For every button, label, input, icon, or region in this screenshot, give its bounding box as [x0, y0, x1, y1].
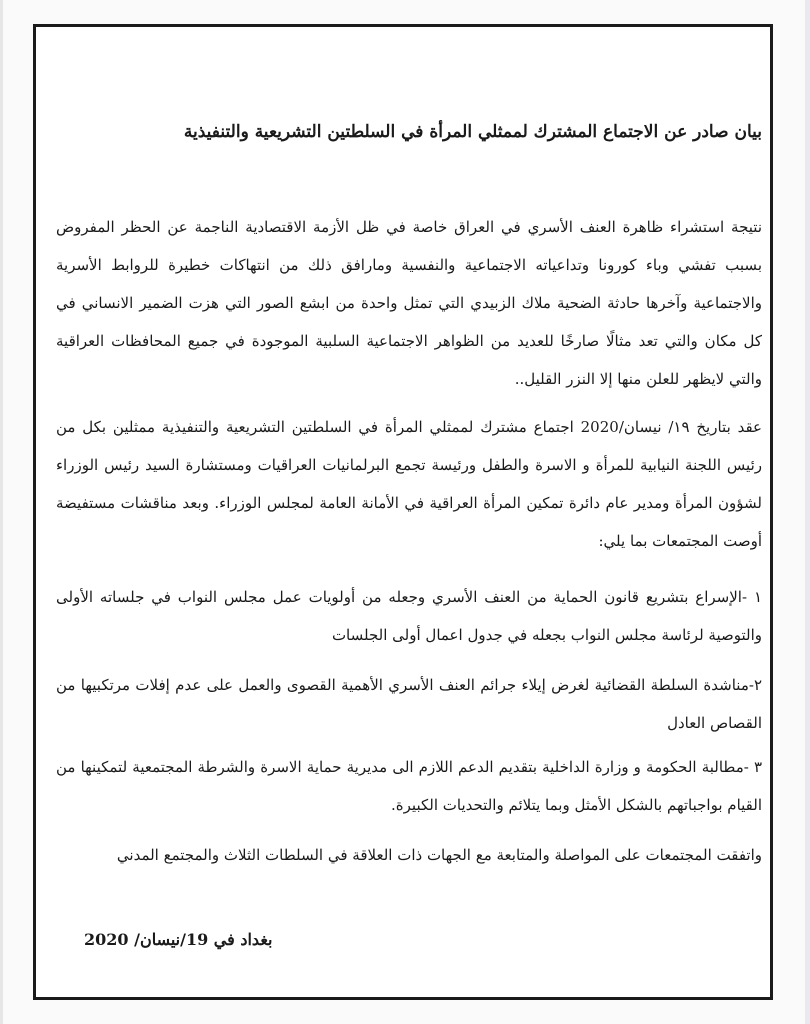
recommendation-1: ١ -الإسراع بتشريع قانون الحماية من العنف الأسري وجعله من أولويات عمل مجلس النواب في جلساته الأولى والتوصية لرئاسة مجلس النواب بجعله في جدول اعمال أولى الجلسات	[56, 588, 762, 644]
paragraph-intro: نتيجة استشراء ظاهرة العنف الأسري في العراق خاصة في ظل الأزمة الاقتصادية الناجمة عن الحظر المفروض بسبب تفشي وباء كورونا وتداعياته الاجتماعية والنفسية ومارافق ذلك من انتهاكات خطيرة للروابط الأسرية والاجتماعية وآخرها حادثة الضحية ملاك الزبيدي التي تمثل واحدة من ابشع الصور التي هزت الضمير الانساني في كل مكان والتي تعد مثالًا صارخًا للعديد من الظواهر الاجتماعية السلبية الموجودة في جميع المحافظات العراقية والتي لايظهر للعلن منها إلا النزر القليل..	[56, 218, 762, 388]
paragraph-agreement: واتفقت المجتمعات على المواصلة والمتابعة مع الجهات ذات العلاقة في السلطات الثلاث والمجتمع المدني	[116, 846, 762, 864]
signoff-date: بغداد في 19/نيسان/ 2020	[84, 930, 273, 949]
page-edge-left	[0, 0, 3, 1024]
page-edge-right	[805, 0, 810, 1024]
paragraph-meeting: عقد بتاريخ ١٩/ نيسان/2020 اجتماع مشترك لممثلي المرأة في السلطتين التشريعية والتنفيذية ممثلين بكل من رئيس اللجنة النيابية للمرأة و الاسرة والطفل ورئيسة تجمع البرلمانيات العراقيات ومستشارة السيد رئيس الوزراء لشؤون المرأة ومدير عام دائرة تمكين المرأة العراقية في الأمانة العامة لمجلس الوزراء. وبعد مناقشات مستفيضة أوصت المجتمعات بما يلي:	[56, 418, 762, 550]
recommendation-3: ٣ -مطالبة الحكومة و وزارة الداخلية بتقديم الدعم اللازم الى مديرية حماية الاسرة والشرطة المجتمعية لتمكينها من القيام بواجباتهم بالشكل الأمثل وبما يتلائم والتحديات الكبيرة.	[56, 758, 762, 814]
recommendation-2: ٢-مناشدة السلطة القضائية لغرض إيلاء جرائم العنف الأسري الأهمية القصوى والعمل على عدم إفلات مرتكبيها من القصاص العادل	[56, 676, 762, 732]
document-title: بيان صادر عن الاجتماع المشترك لممثلي المرأة في السلطتين التشريعية والتنفيذية	[183, 122, 762, 142]
